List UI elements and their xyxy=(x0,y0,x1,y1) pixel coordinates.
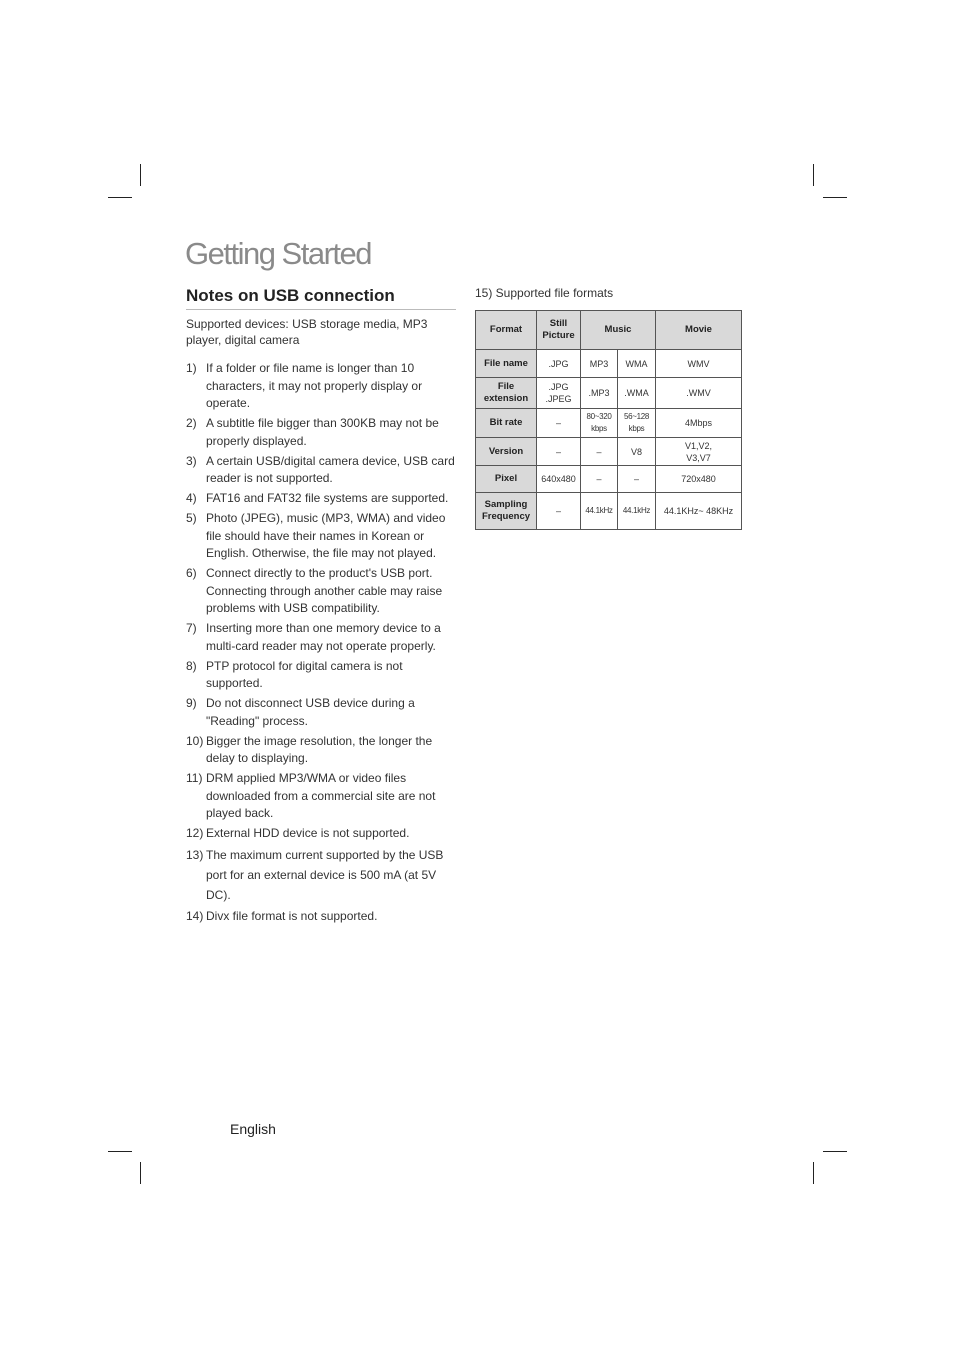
page-title: Getting Started xyxy=(185,236,372,271)
table-cell: V1,V2, V3,V7 xyxy=(656,438,742,466)
crop-mark xyxy=(140,1162,141,1184)
list-item: 1) If a folder or file name is longer than 10 characters, it may not properly display or operate. xyxy=(186,361,423,410)
list-item: 5) Photo (JPEG), music (MP3, WMA) and video file should have their names in Korean or English. Otherwise, the file may not played. xyxy=(186,511,446,560)
table-row xyxy=(476,438,742,466)
table-cell: – xyxy=(581,466,618,493)
table-cell: .MP3 xyxy=(581,378,618,409)
row-label: Pixel xyxy=(476,466,537,493)
row-label: Bit rate xyxy=(476,409,537,438)
list-item: 10) Bigger the image resolution, the longer the delay to displaying. xyxy=(186,733,433,765)
list-item: 12) External HDD device is not supported. xyxy=(186,826,410,840)
table-cell: – xyxy=(618,466,656,493)
crop-mark xyxy=(140,164,141,186)
header-movie: Movie xyxy=(656,311,742,350)
crop-mark xyxy=(813,1162,814,1184)
table-cell: WMA xyxy=(618,350,656,378)
notes-list xyxy=(186,360,458,928)
list-item: 3) A certain USB/digital camera device, USB card reader is not supported. xyxy=(186,453,455,485)
header-format: Format xyxy=(476,311,537,350)
list-item: 13) The maximum current supported by the USB port for an external device is 500 mA (at 5V DC). xyxy=(186,848,444,902)
crop-mark xyxy=(823,1151,847,1152)
table-cell: – xyxy=(537,438,581,466)
table-cell: .WMA xyxy=(618,378,656,409)
crop-mark xyxy=(108,197,132,198)
crop-mark xyxy=(813,164,814,186)
list-item: 6) Connect directly to the product's USB port. Connecting through another cable may raise problems with USB compatibility. xyxy=(186,566,443,615)
table-cell: .WMV xyxy=(656,378,742,409)
list-item: 11) DRM applied MP3/WMA or video files downloaded from a commercial site are not played back. xyxy=(186,771,436,820)
header-still-picture: Still Picture xyxy=(537,311,581,350)
row-label: Version xyxy=(476,438,537,466)
table-row xyxy=(476,466,742,493)
list-item: 4) FAT16 and FAT32 file systems are supported. xyxy=(186,491,449,505)
table-cell: 4Mbps xyxy=(656,409,742,438)
table-row xyxy=(476,378,742,409)
list-item: 7) Inserting more than one memory device to a multi-card reader may not operate properly. xyxy=(186,621,441,653)
footer-language: English xyxy=(230,1121,276,1137)
list-item: 2) A subtitle file bigger than 300KB may not be properly displayed. xyxy=(186,416,439,448)
table-cell: 56~128 kbps xyxy=(618,409,656,438)
table-cell: 44.1kHz xyxy=(581,493,618,530)
table-cell: 44.1KHz~ 48KHz xyxy=(656,493,742,530)
list-item: 9) Do not disconnect USB device during a "Reading" process. xyxy=(186,696,415,728)
row-label: Sampling Frequency xyxy=(476,493,537,530)
table-cell: V8 xyxy=(618,438,656,466)
supported-formats-table xyxy=(475,310,742,530)
table-cell: – xyxy=(537,409,581,438)
table-cell: – xyxy=(581,438,618,466)
table-cell: .JPG xyxy=(537,350,581,378)
table-row xyxy=(476,493,742,530)
table-caption: 15) Supported file formats xyxy=(475,286,614,300)
row-label: File name xyxy=(476,350,537,378)
table-row xyxy=(476,350,742,378)
table-cell: 720x480 xyxy=(656,466,742,493)
row-label: File extension xyxy=(476,378,537,409)
list-item: 14) Divx file format is not supported. xyxy=(186,908,378,923)
table-cell: 640x480 xyxy=(537,466,581,493)
table-cell: 80~320 kbps xyxy=(581,409,618,438)
table-header-row xyxy=(476,311,742,350)
table-cell: WMV xyxy=(656,350,742,378)
table-cell: MP3 xyxy=(581,350,618,378)
section-title: Notes on USB connection xyxy=(186,286,456,310)
intro-text: Supported devices: USB storage media, MP3 player, digital camera xyxy=(186,317,428,347)
crop-mark xyxy=(823,197,847,198)
table-cell: 44.1kHz xyxy=(618,493,656,530)
table-cell: .JPG .JPEG xyxy=(537,378,581,409)
header-music: Music xyxy=(581,311,656,350)
table-row xyxy=(476,409,742,438)
crop-mark xyxy=(108,1151,132,1152)
list-item: 8) PTP protocol for digital camera is not supported. xyxy=(186,658,403,690)
table-cell: – xyxy=(537,493,581,530)
